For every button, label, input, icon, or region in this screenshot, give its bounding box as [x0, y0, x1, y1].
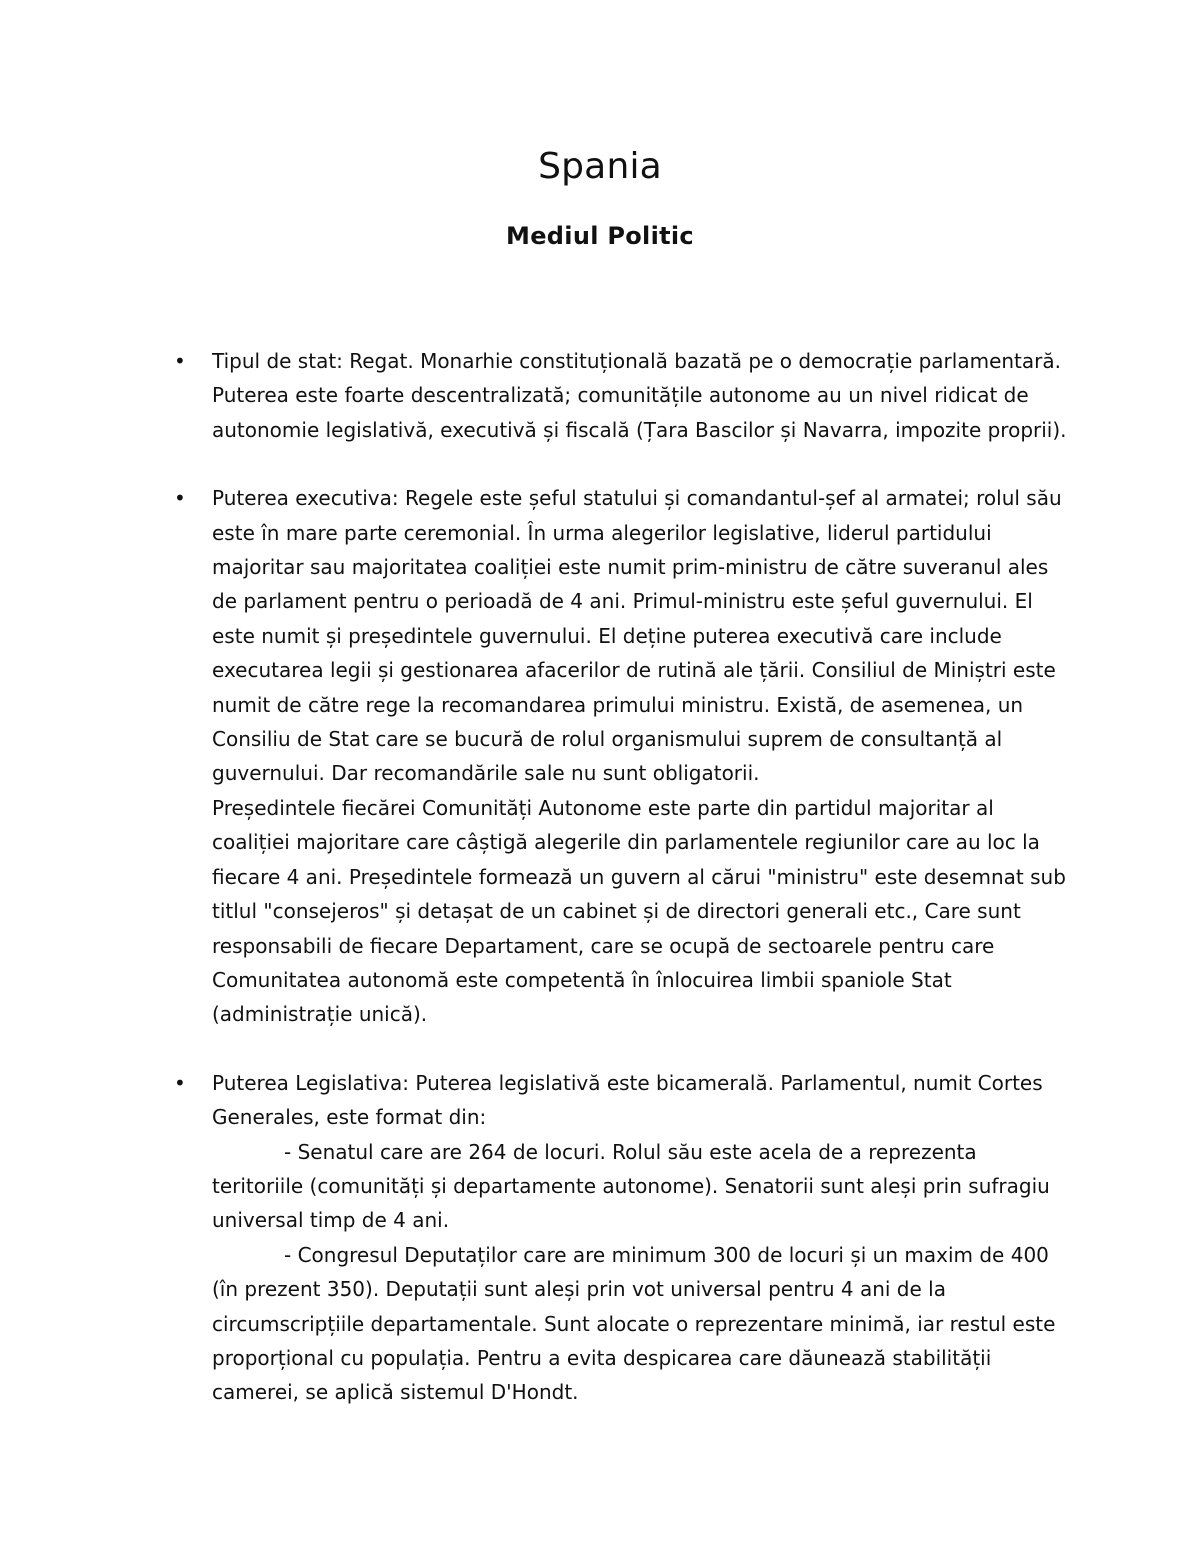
text-line: de parlament pentru o perioadă de 4 ani. Primul-ministru este șeful guvernului. El [212, 589, 1033, 614]
text-line: este numit și președintele guvernului. El deține puterea executivă care include [212, 623, 1002, 648]
bullet-icon: • [174, 1070, 186, 1095]
text-line: proporțional cu populația. Pentru a evita despicarea care dăunează stabilității [212, 1345, 992, 1370]
text-line: autonomie legislativă, executivă și fiscală (Țara Bascilor și Navarra, impozite proprii). [212, 417, 1067, 442]
page-title: Spania [538, 146, 662, 187]
text-line: Consiliu de Stat care se bucură de rolul organismului suprem de consultanță al [212, 727, 1003, 752]
text-line: majoritar sau majoritatea coaliției este numit prim-ministru de către suveranul ales [212, 555, 1049, 580]
text-line: fiecare 4 ani. Președintele formează un guvern al cărui "ministru" este desemnat sub [212, 864, 1066, 889]
text-line: guvernului. Dar recomandările sale nu sunt obligatorii. [212, 761, 760, 786]
text-line: Tipul de stat: Regat. Monarhie constituțională bazată pe o democrație parlamentară. [212, 349, 1061, 373]
text-line: teritoriile (comunități și departamente autonome). Senatorii sunt aleși prin sufragiu [212, 1173, 1050, 1198]
text-line: - Congresul Deputaților care are minimum 300 de locuri și un maxim de 400 [284, 1242, 1049, 1267]
text-line: (administrație unică). [212, 1002, 428, 1027]
text-line: responsabili de fiecare Departament, care se ocupă de sectoarele pentru care [212, 933, 995, 958]
list-item-puterea-executiva [174, 481, 1072, 1032]
text-line: camerei, se aplică sistemul D'Hondt. [212, 1380, 579, 1405]
text-line: Puterea este foarte descentralizată; comunitățile autonome au un nivel ridicat de [212, 383, 1029, 408]
text-line: Puterea Legislativa: Puterea legislativă este bicamerală. Parlamentul, numit Cortes [212, 1070, 1043, 1095]
bullet-icon: • [174, 486, 186, 511]
text-line: numit de către rege la recomandarea primului ministru. Există, de asemenea, un [212, 692, 1024, 717]
text-line: titlul "consejeros" și detașat de un cabinet și de directori generali etc., Care sunt [212, 899, 1021, 924]
text-line: este în mare parte ceremonial. În urma alegerilor legislative, liderul partidului [212, 520, 992, 545]
text-line: executarea legii și gestionarea afacerilor de rutină ale țării. Consiliul de Miniștri este [212, 658, 1056, 683]
text-line: circumscripțiile departamentale. Sunt alocate o reprezentare minimă, iar restul este [212, 1311, 1056, 1336]
text-line: - Senatul care are 264 de locuri. Rolul său este acela de a reprezenta [284, 1139, 977, 1164]
bullet-icon: • [174, 349, 186, 373]
page-subtitle: Mediul Politic [506, 222, 694, 250]
text-line: Puterea executiva: Regele este șeful statului și comandantul-șef al armatei; rolul său [212, 486, 1062, 511]
list-item-puterea-legislativa [174, 1066, 1072, 1410]
bullet-list [174, 344, 1072, 1444]
text-line: universal timp de 4 ani. [212, 1208, 450, 1233]
list-item-tipul-de-stat [174, 344, 1072, 447]
text-line: Președintele fiecărei Comunități Autonome este parte din partidul majoritar al [212, 795, 994, 820]
text-line: Generales, este format din: [212, 1105, 487, 1130]
text-line: Comunitatea autonomă este competentă în înlocuirea limbii spaniole Stat [212, 967, 952, 992]
text-line: coaliției majoritare care câștigă alegerile din parlamentele regiunilor care au loc la [212, 830, 1040, 855]
text-line: (în prezent 350). Deputații sunt aleși prin vot universal pentru 4 ani de la [212, 1277, 946, 1302]
